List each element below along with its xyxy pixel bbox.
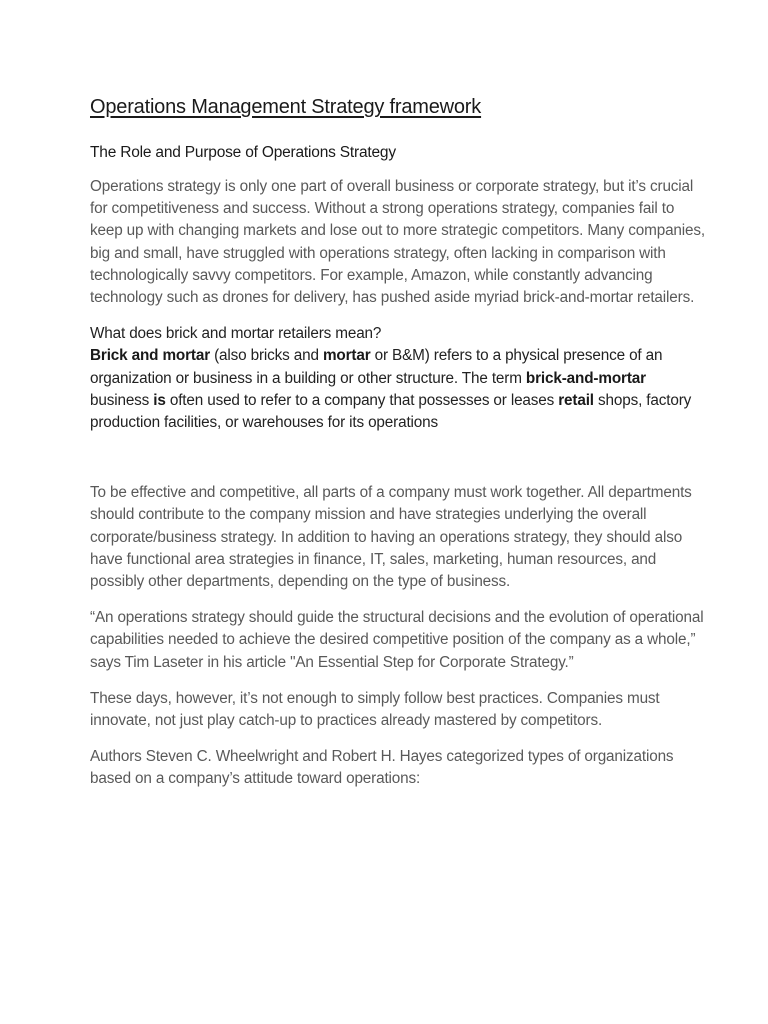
paragraph-innovation: These days, however, it’s not enough to simply follow best practices. Companies must innovate, not just play catch-up to practices already mastered by competitors.: [90, 689, 660, 730]
definition-text: business: [90, 391, 154, 409]
paragraph-quote: “An operations strategy should guide the structural decisions and the evolution of operational capabilities needed to achieve the desired competitive position of the company as a whole,” says Tim Laseter in his article "An Essential Step for Corporate Strategy.”: [90, 609, 704, 671]
question-text: What does brick and mortar retailers mean?: [90, 325, 382, 343]
definition-text: (also bricks and: [210, 347, 323, 365]
document-title: Operations Management Strategy framework: [90, 96, 482, 118]
highlight-term: is: [153, 391, 166, 409]
paragraph-intro: Operations strategy is only one part of overall business or corporate strategy, but it’s crucial for competitiveness and success. Without a strong operations strategy, companies fail to keep up with changing markets and lose out to more strategic competitors. Many companies, big and small, have struggled with operations strategy, often lacking in comparison with technologically savvy competitors. For example, Amazon, while constantly advancing technology such as drones for delivery, has pushed aside myriad brick-and-mortar retailers.: [90, 178, 705, 307]
highlight-term: Brick and mortar: [90, 347, 211, 365]
definition-paragraph: [90, 345, 708, 434]
highlight-term: brick-and-mortar: [525, 369, 646, 387]
paragraph-authors: Authors Steven C. Wheelwright and Robert H. Hayes categorized types of organizations based on a company’s attitude toward operations:: [90, 748, 674, 788]
definition-text: shops, factory production facilities, or warehouses for its operations: [90, 391, 692, 432]
highlight-term: retail: [558, 391, 594, 409]
section-heading: The Role and Purpose of Operations Strategy: [90, 144, 396, 161]
highlight-term: mortar: [322, 347, 371, 365]
paragraph-alignment: To be effective and competitive, all parts of a company must work together. All departments should contribute to the company mission and have strategies underlying the overall corporate/business strategy. In addition to having an operations strategy, they should also have functional area strategies in finance, IT, sales, marketing, human resources, and possibly other departments, depending on the type of business.: [90, 484, 692, 591]
definition-text: or B&M) refers to a physical presence of an organization or business in a building or other structure. The term: [90, 347, 663, 387]
definition-text: often used to refer to a company that possesses or leases: [165, 391, 559, 409]
